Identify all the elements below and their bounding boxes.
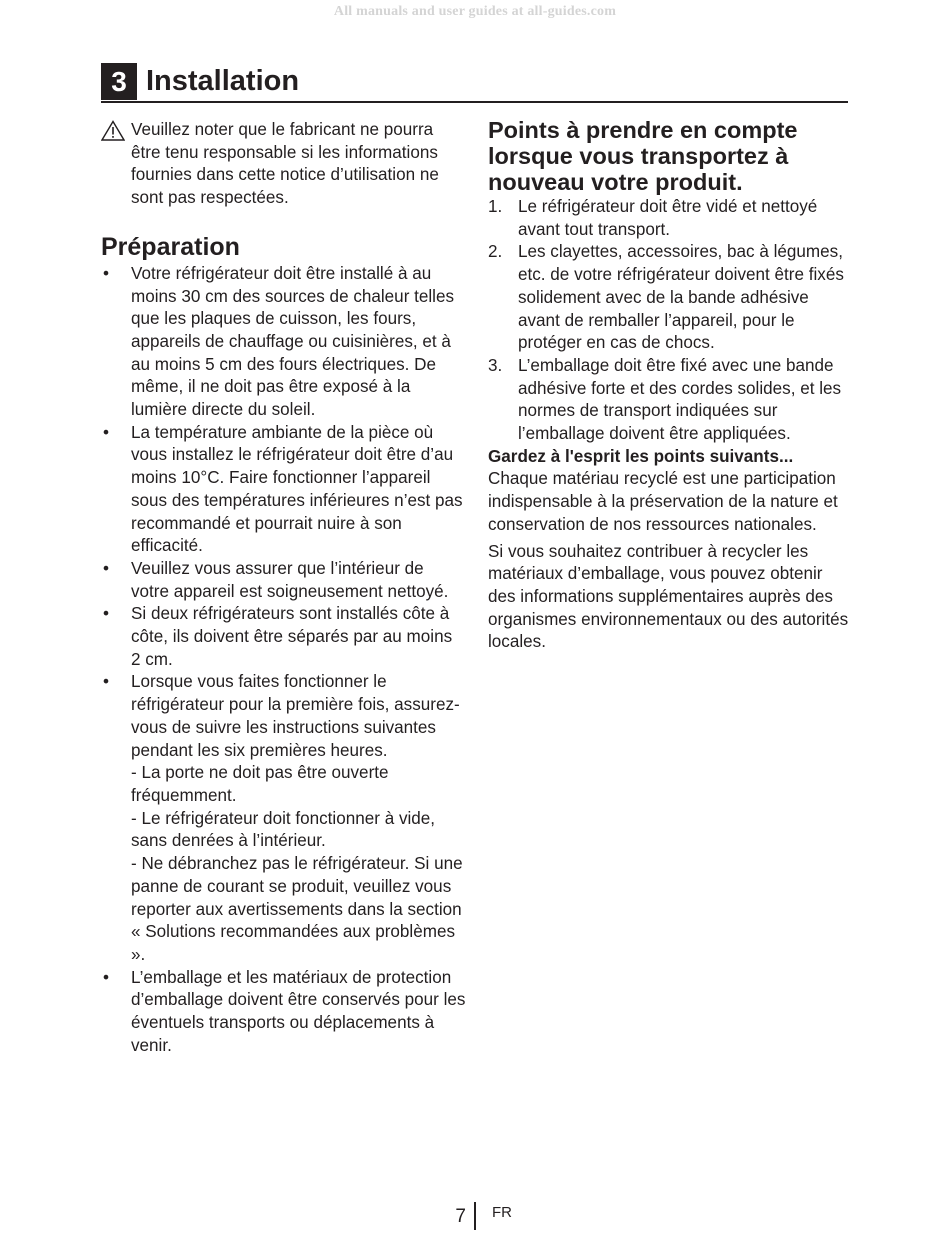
list-item-text: Les clayettes, accessoires, bac à légumes, etc. de votre réfrigérateur doivent être fixés solidement avec de la bande adhésive avant de remballer l’appareil, pour le protéger en cas de chocs. — [518, 242, 844, 353]
list-item-text: La température ambiante de la pièce où vous installez le réfrigérateur doit être d’au moins 10°C. Faire fonctionner l’appareil sous des températures inférieures n’est pas recommandé et pourrait nuire à son efficacité. — [131, 422, 463, 556]
chapter-header — [101, 63, 848, 103]
right-column — [488, 117, 850, 654]
list-item-text: Votre réfrigérateur doit être installé à au moins 30 cm des sources de chaleur telles que les plaques de cuisson, les fours, appareils de chauffage ou cuisinières, et à au moins 5 cm des fours électriques. De même, il ne doit pas être exposé à la lumière directe du soleil. — [131, 263, 455, 420]
recycling-paragraph: Chaque matériau recyclé est une participation indispensable à la préservation de la nature et conservation de nos ressources nationales. — [488, 469, 838, 534]
page-number: 7 — [455, 1206, 466, 1227]
bullet-marker: • — [103, 604, 109, 624]
warning-text: Veuillez noter que le fabricant ne pourra être tenu responsable si les informations fournies dans cette notice d’utilisation ne sont pas respectées. — [131, 120, 439, 208]
keep-in-mind-heading: Gardez à l'esprit les points suivants... — [488, 446, 794, 466]
list-item-text: Si deux réfrigérateurs sont installés côte à côte, ils doivent être séparés par au moins 2 cm. — [131, 604, 453, 669]
bullet-marker: • — [103, 672, 109, 692]
preparation-list — [101, 263, 466, 1058]
list-item-number: 3. — [488, 355, 503, 375]
list-item-number: 1. — [488, 197, 503, 216]
list-item-number: 2. — [488, 242, 503, 262]
bullet-marker: • — [103, 558, 109, 578]
list-item — [101, 967, 466, 1058]
list-item-text: Le réfrigérateur doit être vidé et nettoyé avant tout transport. — [518, 197, 818, 239]
chapter-title: Installation — [146, 65, 300, 97]
list-item-text: L’emballage et les matériaux de protection d’emballage doivent être conservés pour les éventuels transports ou déplacements à venir. — [131, 967, 466, 1055]
chapter-number: 3 — [101, 63, 137, 100]
list-item — [101, 263, 466, 422]
left-column — [101, 117, 466, 1057]
list-item-text: Lorsque vous faites fonctionner le réfrigérateur pour la première fois, assurez-vous de suivre les instructions suivantes pendant les six premières heures. — [131, 672, 460, 760]
transport-heading: Points à prendre en compte lorsque vous transportez à nouveau votre produit. — [488, 117, 798, 195]
list-item — [488, 355, 850, 446]
preparation-heading: Préparation — [101, 232, 240, 261]
list-item-subline: - La porte ne doit pas être ouverte fréquemment. — [131, 763, 389, 805]
list-item-subline: - Ne débranchez pas le réfrigérateur. Si une panne de courant se produit, veuillez vous reporter aux avertissements dans la section « Solutions recommandées aux problèmes ». — [131, 854, 463, 964]
list-item — [101, 671, 466, 966]
bullet-marker: • — [103, 967, 109, 987]
list-item — [101, 603, 466, 671]
bullet-marker: • — [103, 422, 109, 442]
watermark: All manuals and user guides at all-guides.com — [333, 4, 617, 19]
footer-divider — [474, 1202, 476, 1230]
list-item-subline: - Le réfrigérateur doit fonctionner à vide, sans denrées à l’intérieur. — [131, 808, 436, 851]
warning-triangle-icon — [101, 120, 125, 141]
recycling-info-paragraph: Si vous souhaitez contribuer à recycler les matériaux d’emballage, vous pouvez obtenir des informations supplémentaires auprès des organismes environnementaux ou des autorités locales. — [488, 541, 849, 652]
page-footer — [0, 1202, 950, 1232]
warning-note — [101, 119, 466, 210]
bullet-marker: • — [103, 263, 109, 283]
list-item — [101, 558, 466, 603]
transport-list — [488, 196, 850, 446]
list-item — [101, 422, 466, 558]
language-code: FR — [492, 1204, 512, 1221]
list-item-text: Veuillez vous assurer que l’intérieur de votre appareil est soigneusement nettoyé. — [131, 558, 449, 601]
list-item — [488, 196, 850, 241]
list-item-text: L’emballage doit être fixé avec une bande adhésive forte et des cordes solides, et les normes de transport indiquées sur l’emballage doivent être appliquées. — [518, 355, 842, 444]
list-item — [488, 241, 850, 355]
